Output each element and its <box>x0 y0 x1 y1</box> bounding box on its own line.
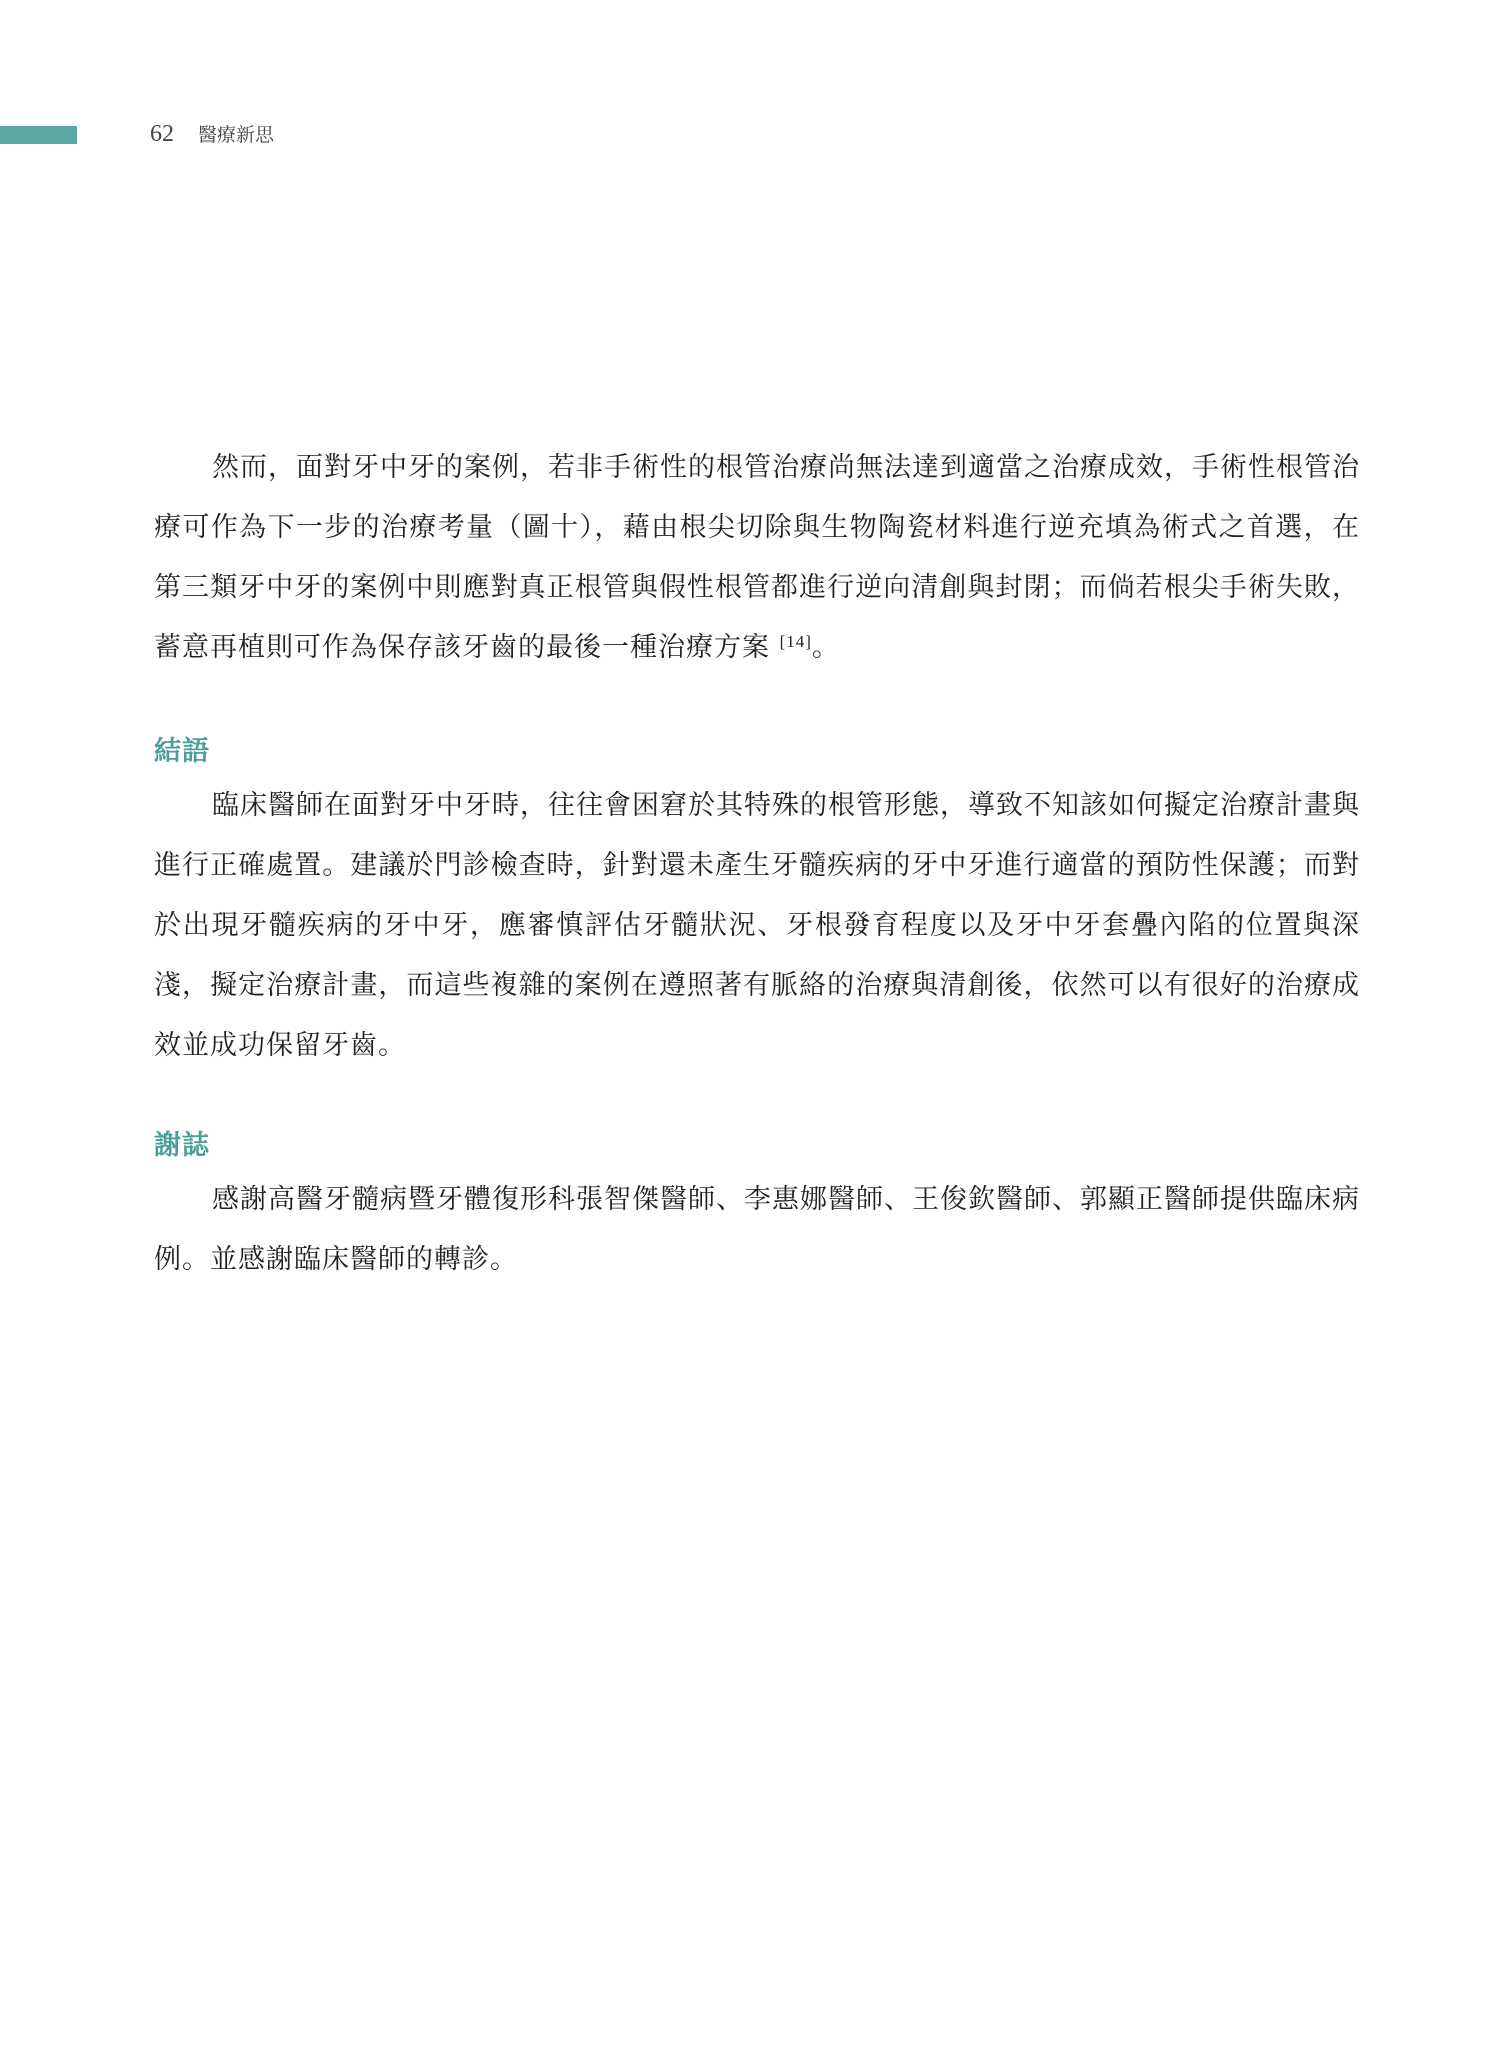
intro-paragraph-end: 。 <box>811 632 840 663</box>
conclusion-paragraph: 臨床醫師在面對牙中牙時，往往會困窘於其特殊的根管形態，導致不知該如何擬定治療計畫與進行正確處置。建議於門診檢查時，針對還未產生牙髓疾病的牙中牙進行適當的預防性保護；而對於出現牙髓疾病的牙中牙，應審慎評估牙髓狀況、牙根發育程度以及牙中牙套疊內陷的位置與深淺，擬定治療計畫，而這些複雜的案例在遵照著有脈絡的治療與清創後，依然可以有很好的治療成效並成功保留牙齒。 <box>154 790 1360 1061</box>
acknowledgement-paragraph: 感謝高醫牙髓病暨牙體復形科張智傑醫師、李惠娜醫師、王俊欽醫師、郭顯正醫師提供臨床病例。並感謝臨床醫師的轉診。 <box>154 1184 1360 1275</box>
section-spacer <box>154 1076 1360 1122</box>
intro-paragraph-text: 然而，面對牙中牙的案例，若非手術性的根管治療尚無法達到適當之治療成效，手術性根管治療可作為下一步的治療考量（圖十），藉由根尖切除與生物陶瓷材料進行逆充填為術式之首選，在第三類牙中牙的案例中則應對真正根管與假性根管都進行逆向清創與封閉；而倘若根尖手術失敗，蓄意再植則可作為保存該牙齒的最後一種治療方案 <box>154 452 1360 663</box>
article-body <box>154 438 1360 1290</box>
conclusion-heading: 結語 <box>154 736 210 767</box>
running-title: 醫療新思 <box>198 124 275 146</box>
header-accent-bar <box>0 126 77 144</box>
intro-paragraph <box>154 438 1360 678</box>
acknowledgement-heading: 謝誌 <box>154 1130 210 1161</box>
page-number: 62 <box>150 121 174 147</box>
citation-reference[interactable]: [14] <box>779 632 812 651</box>
